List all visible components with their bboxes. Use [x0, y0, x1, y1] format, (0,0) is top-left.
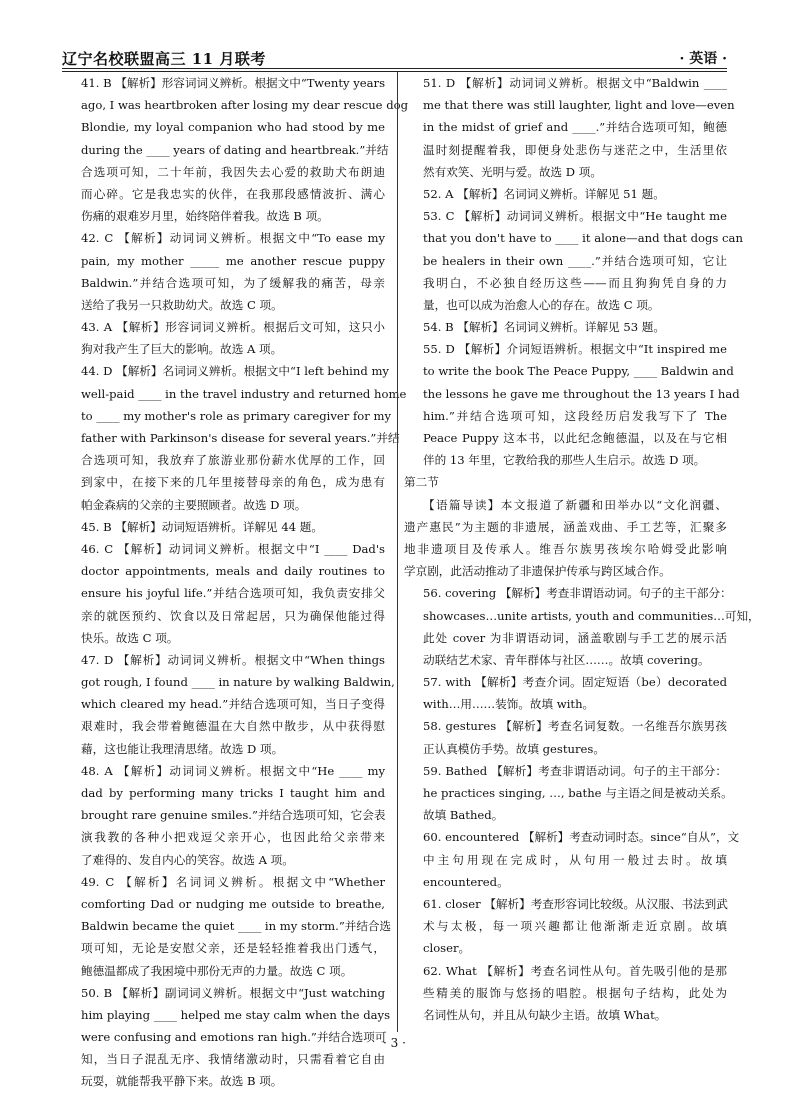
text-line: well-paid ____ in the travel industry and returned home [81, 386, 407, 401]
text-line: to ____ my mother's role as primary caregiver for my [81, 408, 392, 423]
text-line: 42. C 【解析】动词词义辨析。根据文中“To ease my [81, 231, 385, 246]
text-line: were confusing and emotions ran high.”并结合选项可 [81, 1030, 387, 1045]
text-line: Baldwin became the quiet ____ in my storm.”并结合选 [81, 919, 392, 934]
text-line: comforting Dad or nudging me outside to breathe, [81, 896, 385, 911]
text-line: father with Parkinson's disease for several years.”并结 [81, 431, 400, 445]
text-line: encountered。 [423, 874, 509, 889]
text-line: 52. A 【解析】名词词义辨析。详解见 51 题。 [423, 186, 665, 201]
text-line: me that there was still laughter, light and love—even [423, 98, 735, 113]
text-line: 狗对我产生了巨大的影响。故选 A 项。 [81, 342, 283, 357]
text-line: Baldwin.”并结合选项可知，为了缓解我的痛苦，母亲 [81, 275, 385, 290]
text-line: he practices singing, …, bathe 与主语之间是被动关系。 [423, 786, 733, 800]
text-line: 艰难时，我会带着鲍德温在大自然中散步，从中获得慰 [81, 719, 385, 734]
text-line: ensure his joyful life.”并结合选项可知，我负责安排父 [81, 586, 385, 601]
text-line: 正认真模仿手势。故填 gestures。 [423, 741, 605, 756]
text-line: 鲍德温都成了我困境中那份无声的力量。故选 C 项。 [81, 963, 353, 978]
right-column [404, 72, 760, 1032]
text-line: 41. B 【解析】形容词词义辨析。根据文中“Twenty years [81, 76, 386, 90]
text-line: that you don't have to ____ it alone—and that dogs can [423, 231, 743, 246]
text-line: Peace Puppy 这本书，以此纪念鲍德温，以及在与它相 [423, 431, 727, 445]
text-line: 47. D 【解析】动词词义辨析。根据文中“When things [81, 652, 385, 667]
text-line: 44. D 【解析】名词词义辨析。根据文中“I left behind my [81, 364, 389, 379]
text-line: 而心碎。它是我忠实的伙伴，在我那段感情波折、满心 [81, 186, 385, 201]
text-line: 送给了我另一只救助幼犬。故选 C 项。 [81, 297, 283, 312]
text-line: 演我教的各种小把戏逗父亲开心，也因此给父亲带来 [81, 830, 385, 845]
text-line: 43. A 【解析】形容词词义辨析。根据后文可知，这只小 [81, 320, 385, 335]
text-line: 62. What 【解析】考查名词性从句。首先吸引他的是那 [423, 963, 727, 978]
text-line: which cleared my head.”并结合选项可知，当日子变得 [81, 697, 385, 712]
text-line: pain, my mother _____ me another rescue puppy [81, 253, 385, 268]
text-line: doctor appointments, meals and daily routines to [81, 564, 385, 579]
exam-title: 辽宁名校联盟高三 11 月联考 [62, 50, 266, 68]
page-header [62, 48, 727, 70]
text-line: 伴的 13 年里，它教给我的那些人生启示。故选 D 项。 [423, 453, 706, 468]
text-line: 术与太极，每一项兴趣都让他渐渐走近京剧。故填 [423, 919, 727, 934]
text-line: 学京剧，此活动推动了非遗保护传承与跨区域合作。 [404, 564, 671, 579]
text-line: 伤痛的艰难岁月里，始终陪伴着我。故选 B 项。 [81, 209, 329, 224]
text-line: 量，也可以成为治愈人心的存在。故选 C 项。 [423, 297, 660, 312]
text-line: 46. C 【解析】动词词义辨析。根据文中“I ____ Dad's [81, 541, 385, 556]
text-line: 温时刻提醒着我，即便身处悲伤与迷茫之中，生活里依 [423, 142, 727, 157]
text-line: with…用……装饰。故填 with。 [423, 697, 595, 712]
text-line: him.”并结合选项可知，这段经历启发我写下了 The [423, 408, 727, 423]
text-line: 48. A 【解析】动词词义辨析。根据文中“He ____ my [81, 763, 385, 778]
text-line: 快乐。故选 C 项。 [81, 630, 179, 645]
text-line: closer。 [423, 941, 471, 956]
text-line: Blondie, my loyal companion who had stood by me [81, 120, 385, 135]
text-line: 61. closer 【解析】考查形容词比较级。从汉服、书法到武 [423, 896, 728, 911]
text-line: to write the book The Peace Puppy, ____ Baldwin and [423, 364, 734, 379]
text-line: 帕金森病的父亲的主要照顾者。故选 D 项。 [81, 497, 307, 512]
text-line: 49. C 【解析】名词词义辨析。根据文中“Whether [81, 874, 385, 889]
text-line: 合选项可知，二十年前，我因失去心爱的救助犬布朗迪 [81, 164, 385, 179]
text-line: 遗产惠民”为主题的非遗展，涵盖戏曲、手工艺等，汇聚多 [404, 519, 727, 534]
text-line: 合选项可知，我放弃了旅游业那份薪水优厚的工作，回 [81, 453, 385, 468]
text-line: 此处 cover 为非谓语动词，涵盖歌剧与手工艺的展示活 [423, 630, 727, 645]
text-line: him playing ____ helped me stay calm when the days [81, 1007, 391, 1022]
text-line: 亲的就医预约、饮食以及日常起居，只为确保他能过得 [81, 608, 385, 623]
text-line: 了难得的、发自内心的笑容。故选 A 项。 [81, 852, 294, 867]
text-line: 我明白，不必独自经历这些——而且狗狗凭自身的力 [423, 275, 727, 290]
text-line: 名词性从句，并且从句缺少主语。故填 What。 [423, 1007, 667, 1022]
text-line: 藉，这也能让我理清思绪。故选 D 项。 [81, 741, 284, 756]
text-line: 项可知，无论是安慰父亲，还是轻轻推着我出门透气， [81, 941, 385, 956]
text-line: 53. C 【解析】动词词义辨析。根据文中“He taught me [423, 209, 727, 224]
text-line: ago, I was heartbroken after losing my dear rescue dog [81, 98, 409, 113]
text-line: during the ____ years of dating and heartbreak.”并结 [81, 142, 389, 157]
text-line: 第二节 [404, 475, 439, 490]
text-line: 60. encountered 【解析】考查动词时态。since“自从”，文 [423, 830, 740, 845]
text-line: 些精美的服饰与悠扬的唱腔。根据句子结构，此处为 [423, 985, 727, 1000]
text-line: 58. gestures 【解析】考查名词复数。一名维吾尔族男孩 [423, 719, 727, 734]
column-divider [397, 72, 398, 1032]
text-line: 动联结艺术家、青年群体与社区……。故填 covering。 [423, 652, 710, 667]
text-line: 然有欢笑、光明与爱。故选 D 项。 [423, 164, 602, 179]
text-line: 54. B 【解析】名词词义辨析。详解见 53 题。 [423, 320, 665, 335]
page-number: · 3 · [383, 1036, 406, 1050]
text-line: 玩耍，就能帮我平静下来。故选 B 项。 [81, 1074, 283, 1089]
text-line: 地非遗项目及传承人。维吾尔族男孩埃尔哈姆受此影响 [404, 541, 727, 556]
text-line: 到家中，在接下来的几年里接替母亲的角色，成为患有 [81, 475, 385, 490]
text-line: 中主句用现在完成时，从句用一般过去时。故填 [423, 852, 727, 867]
text-line: 45. B 【解析】动词短语辨析。详解见 44 题。 [81, 519, 323, 534]
subject-label: · 英语 · [679, 51, 727, 67]
text-line: 知，当日子混乱无序、我情绪激动时，只需看着它自由 [81, 1052, 385, 1067]
text-line: 57. with 【解析】考查介词。固定短语（be）decorated [423, 675, 727, 690]
text-line: brought rare genuine smiles.”并结合选项可知，它会表 [81, 808, 386, 823]
text-line: 【语篇导读】本文报道了新疆和田举办以“文化润疆、 [423, 497, 727, 512]
text-line: 50. B 【解析】副词词义辨析。根据文中“Just watching [81, 985, 385, 1000]
text-line: 55. D 【解析】介词短语辨析。根据文中“It inspired me [423, 342, 727, 357]
header-rule [62, 68, 727, 69]
text-line: 51. D 【解析】动词词义辨析。根据文中“Baldwin ____ [423, 76, 727, 90]
text-line: showcases…unite artists, youth and communities…可知， [423, 608, 760, 623]
text-line: be healers in their own ____.”并结合选项可知，它让 [423, 253, 727, 268]
text-line: dad by performing many tricks I taught him and [81, 786, 385, 800]
text-line: 故填 Bathed。 [423, 808, 504, 823]
left-column [62, 72, 409, 1089]
text-line: got rough, I found ____ in nature by walking Baldwin, [81, 675, 395, 690]
text-line: 56. covering 【解析】考查非谓语动词。句子的主干部分： [423, 586, 732, 601]
text-line: 59. Bathed 【解析】考查非谓语动词。句子的主干部分： [423, 763, 727, 778]
text-line: the lessons he gave me throughout the 13 years I had [423, 386, 740, 401]
text-line: in the midst of grief and ____.”并结合选项可知，鲍德 [423, 120, 727, 135]
